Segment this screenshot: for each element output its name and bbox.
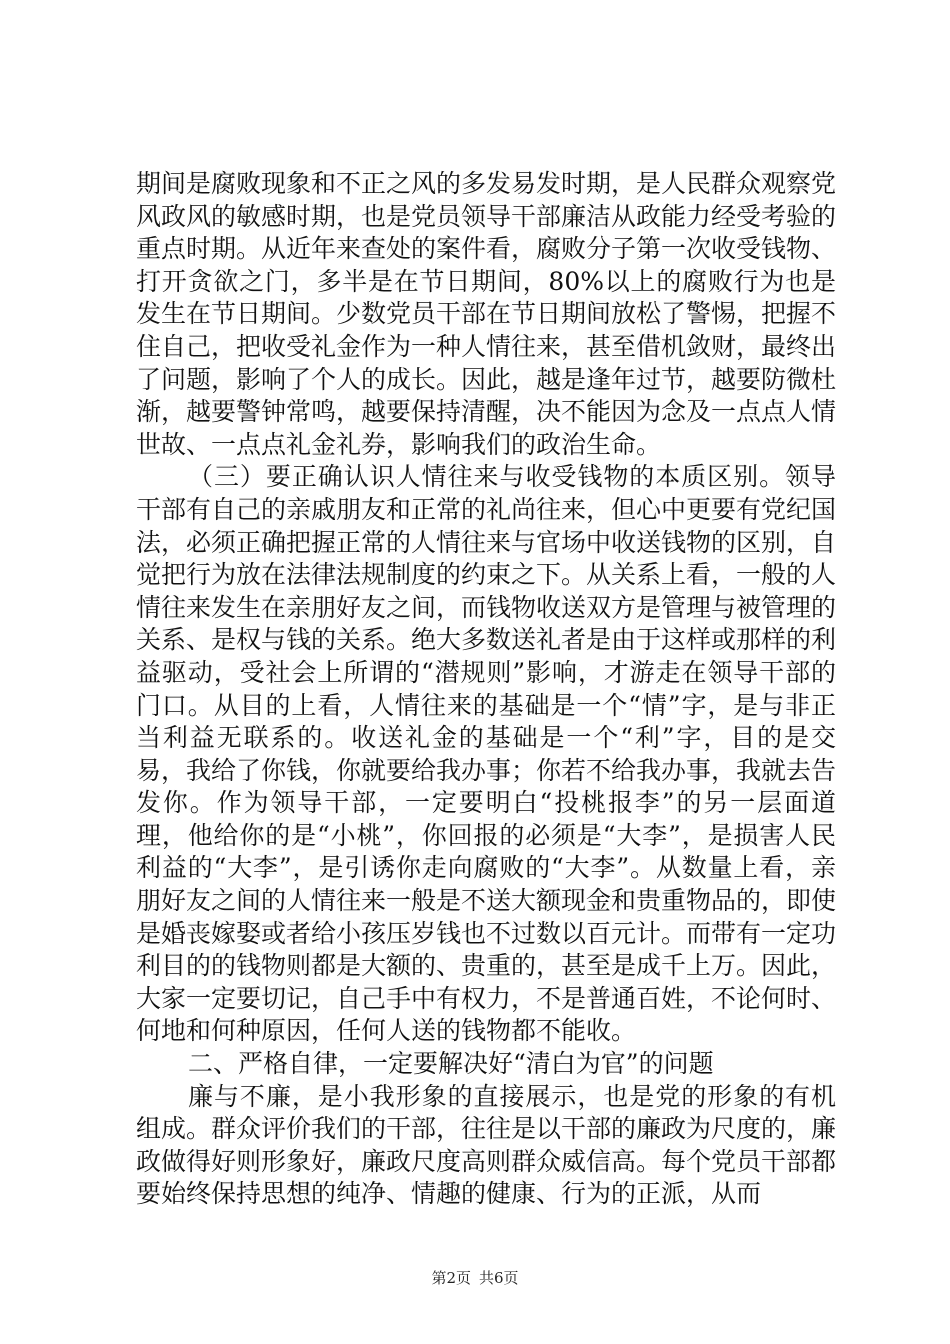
section-heading: 二、严格自律，一定要解决好“清白为官”的问题 bbox=[188, 1049, 714, 1079]
page-total: 共6页 bbox=[479, 1269, 519, 1287]
page-number: 第2页 bbox=[431, 1269, 471, 1287]
page-footer bbox=[0, 1267, 950, 1288]
paragraph-section-three: （三）要正确认识人情往来与收受钱物的本质区别。领导干部有自己的亲戚朋友和正常的礼尚往来，但心中更要有党纪国法，必须正确把握正常的人情往来与官场中收送钱物的区别，自觉把行为放在法律法规制度的约束之下。从关系上看，一般的人情往来发生在亲朋好友之间，而钱物收送双方是管理与被管理的关系、是权与钱的关系。绝大多数送礼者是由于这样或那样的利益驱动，受社会上所谓的“潜规则”影响，才游走在领导干部的门口。从目的上看，人情往来的基础是一个“情”字，是与非正当利益无联系的。收送礼金的基础是一个“利”字，目的是交易，我给了你钱，你就要给我办事；你若不给我办事，我就去告发你。作为领导干部，一定要明白“投桃报李”的另一层面道理，他给你的是“小桃”，你回报的必须是“大李”，是损害人民利益的“大李”，是引诱你走向腐败的“大李”。从数量上看，亲朋好友之间的人情往来一般是不送大额现金和贵重物品的，即使是婚丧嫁娶或者给小孩压岁钱也不过数以百元计。而带有一定功利目的的钱物则都是大额的、贵重的，甚至是成千上万。因此，大家一定要切记，自己手中有权力，不是普通百姓，不论何时、何地和何种原因，任何人送的钱物都不能收。 bbox=[136, 462, 837, 1046]
paragraph-continuation: 期间是腐败现象和不正之风的多发易发时期，是人民群众观察党风政风的敏感时期，也是党员领导干部廉洁从政能力经受考验的重点时期。从近年来查处的案件看，腐败分子第一次收受钱物、打开贪欲之门，多半是在节日期间，80%以上的腐败行为也是发生在节日期间。少数党员干部在节日期间放松了警惕，把握不住自己，把收受礼金作为一种人情往来，甚至借机敛财，最终出了问题，影响了个人的成长。因此，越是逢年过节，越要防微杜渐，越要警钟常鸣，越要保持清醒，决不能因为念及一点点人情世故、一点点礼金礼券，影响我们的政治生命。 bbox=[136, 169, 837, 459]
document-body bbox=[136, 168, 836, 1211]
paragraph-integrity: 廉与不廉，是小我形象的直接展示，也是党的形象的有机组成。群众评价我们的干部，往往是以干部的廉政为尺度的，廉政做得好则形象好，廉政尺度高则群众威信高。每个党员干部都要始终保持思想的纯净、情趣的健康、行为的正派，从而 bbox=[136, 1081, 837, 1209]
